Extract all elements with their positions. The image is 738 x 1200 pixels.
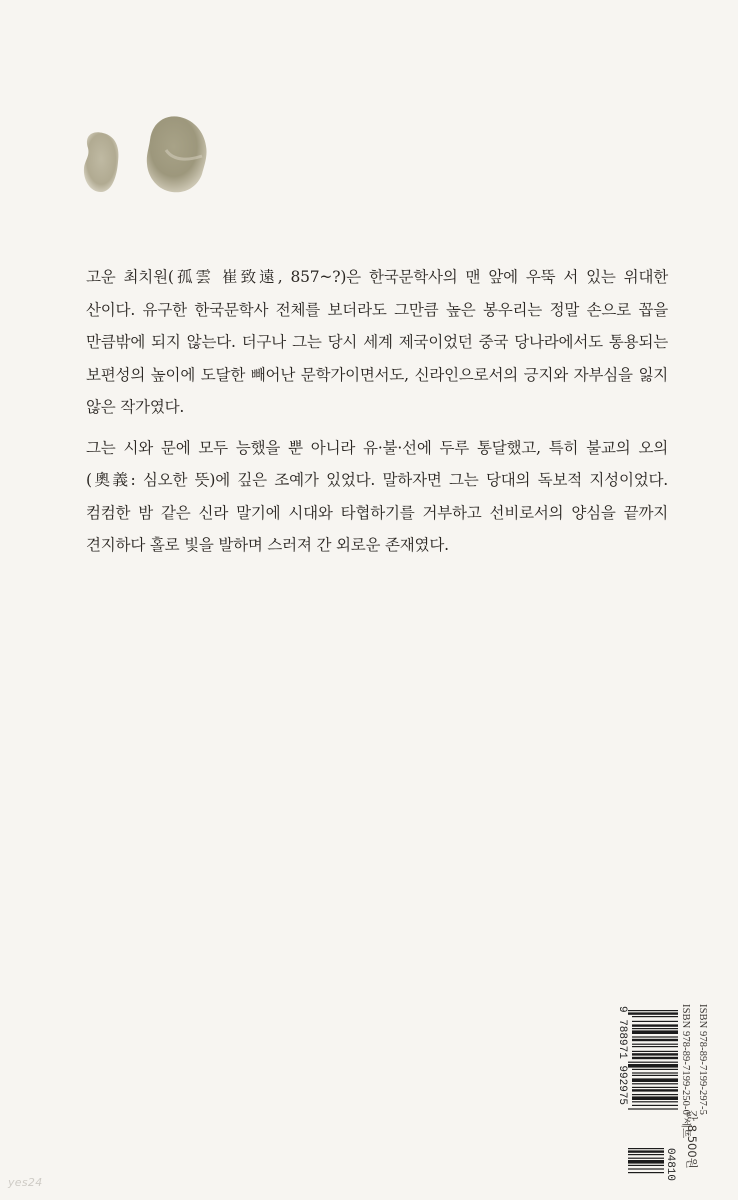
addon-bar	[628, 1148, 664, 1149]
barcode-bar	[632, 1016, 678, 1017]
barcode-bar	[632, 1069, 678, 1070]
barcode-bar	[632, 1021, 678, 1022]
synopsis-text	[86, 261, 668, 562]
paragraph-1: 고운 최치원(孤雲 崔致遠, 857~?)은 한국문학사의 맨 앞에 우뚝 서 있는 위대한 산이다. 유구한 한국문학사 전체를 보더라도 그만큼 높은 봉우리는 정말 손으로 꼽을 만큼밖에 되지 않는다. 더구나 그는 당시 세계 제국이었던 중국 당나라에서도 통용되는 보편성의 높이에 도달한 빼어난 문학가이면서도, 신라인으로서의 긍지와 자부심을 잃지 않은 작가였다.	[86, 268, 668, 416]
addon-bar	[628, 1160, 664, 1164]
barcode-bar	[632, 1044, 678, 1045]
barcode-bar	[632, 1024, 678, 1026]
barcode-bar	[632, 1072, 678, 1073]
barcode-bar	[628, 1010, 678, 1011]
barcode-bar	[632, 1051, 678, 1052]
small-ink-stain	[84, 132, 119, 192]
addon-bar	[628, 1158, 664, 1159]
addon-bar	[628, 1168, 664, 1169]
large-ink-stain	[147, 116, 207, 192]
barcode-bar	[632, 1039, 678, 1041]
barcode-bar	[628, 1012, 678, 1014]
barcode-bar	[632, 1075, 678, 1076]
barcode-bar	[632, 1094, 678, 1095]
barcode-bar	[632, 1036, 678, 1037]
barcode-bar	[632, 1028, 678, 1029]
barcode	[618, 1002, 680, 1192]
isbn-set-line: ISBN 978-89-7199-250-0 세트	[680, 1004, 691, 1139]
isbn-line: ISBN 978-89-7199-297-5	[697, 1004, 708, 1115]
addon-digits: 04810	[664, 1148, 676, 1182]
barcode-bar	[632, 1030, 678, 1034]
addon-bar	[628, 1154, 664, 1155]
barcode-bar	[632, 1087, 678, 1088]
barcode-bar	[632, 1078, 678, 1082]
barcode-bar	[632, 1101, 678, 1102]
barcode-bar	[632, 1096, 678, 1100]
barcode-bar	[632, 1057, 678, 1059]
watermark-logo: yes24	[8, 1176, 43, 1189]
barcode-bar	[632, 1053, 678, 1055]
barcode-bar	[628, 1062, 678, 1063]
paragraph-2: 그는 시와 문에 모두 능했을 뿐 아니라 유·불·선에 두루 통달했고, 특히 불교의 오의(奧義: 심오한 뜻)에 깊은 조예가 있었다. 말하자면 그는 당대의 독보적 지성이었다. 컴컴한 밤 같은 신라 말기에 시대와 타협하기를 거부하고 선비로서의 양심을 끝까지 견지하다 홀로 빛을 발하며 스러져 간 외로운 존재였다.	[86, 438, 668, 554]
barcode-bar	[628, 1064, 678, 1068]
barcode-bar	[632, 1105, 678, 1106]
barcode-bar	[632, 1046, 678, 1047]
addon-bar	[628, 1172, 664, 1173]
ink-stain-illustration	[70, 100, 230, 220]
addon-bar	[628, 1165, 664, 1166]
barcode-bar	[628, 1108, 678, 1109]
price-label: 값 8,500원	[685, 1110, 699, 1169]
barcode-bar	[632, 1083, 678, 1084]
ean-digits: 9 788971 992975	[616, 1006, 628, 1106]
addon-bar	[628, 1150, 664, 1152]
barcode-bar	[632, 1089, 678, 1091]
